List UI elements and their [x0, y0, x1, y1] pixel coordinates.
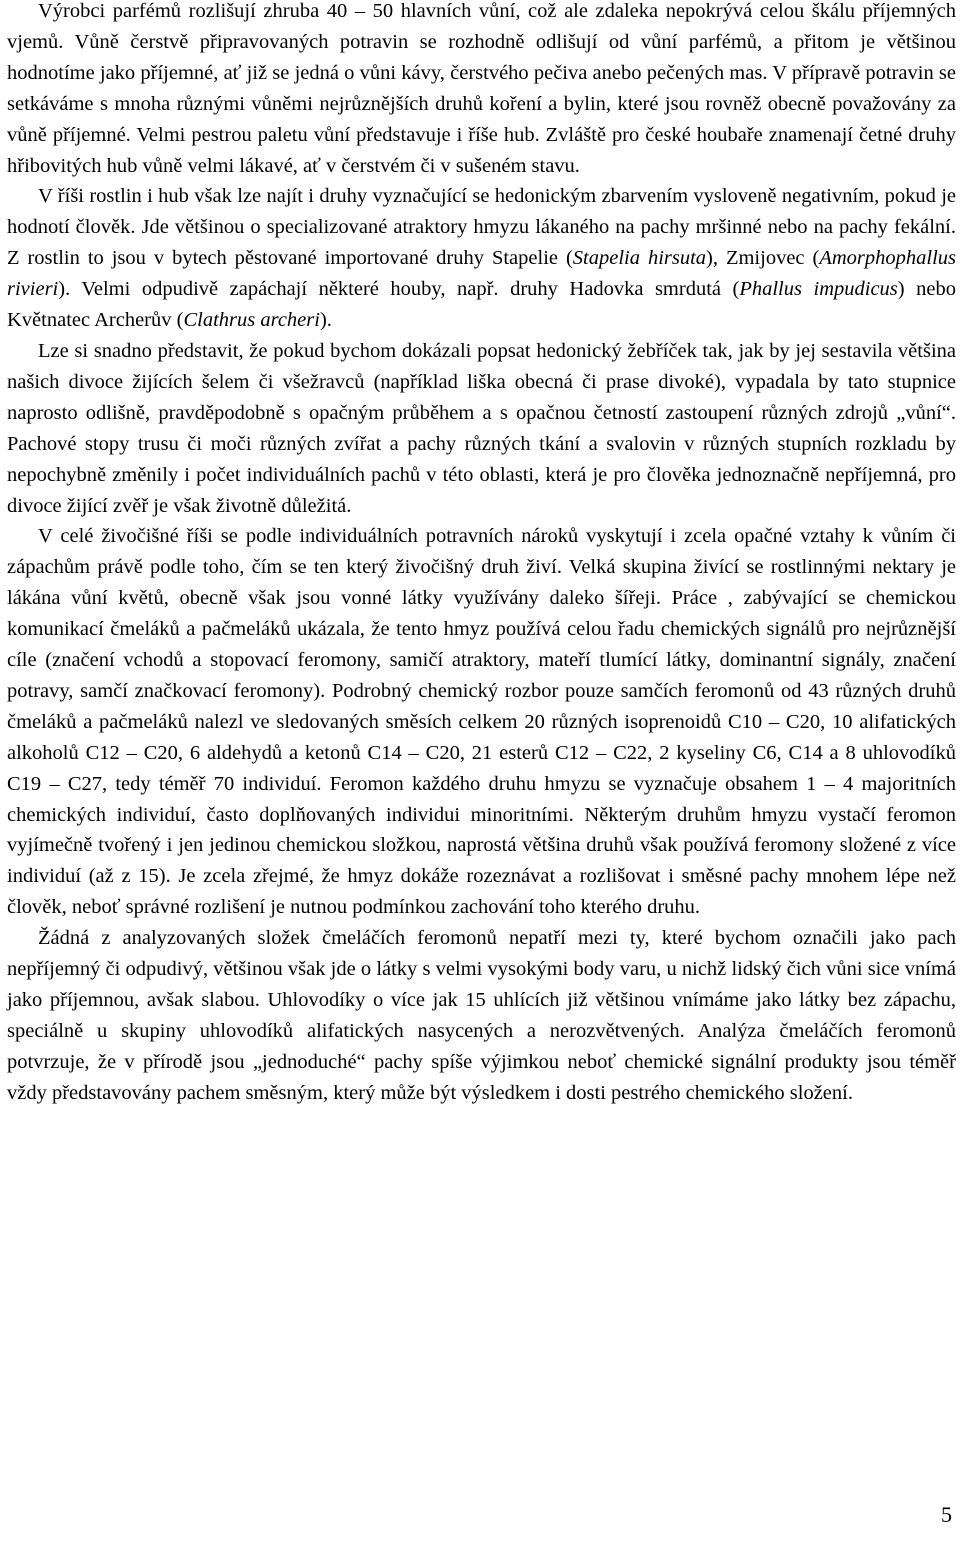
text-run: ).	[319, 309, 332, 332]
species-name: Clathrus archeri	[183, 309, 320, 332]
paragraph-5	[7, 923, 956, 1108]
text-run: ), Zmijovec (	[706, 247, 820, 270]
text-run: Výrobci parfémů rozlišují zhruba 40 – 50 hlavních vůní, což ale zdaleka nepokrývá celou škálu příjemných vjemů. Vůně čerstvě připravovaných potravin se rozhodně odlišují od vůní parfémů, a přitom je většinou hodnotíme jako příjemné, ať již se jedná o vůni kávy, čerstvého pečiva anebo pečených mas. V přípravě potravin se setkáváme s mnoha různými vůněmi nejrůznějších druhů koření a bylin, které jsou rovněž obecně považovány za vůně příjemné. Velmi pestrou paletu vůní představuje i říše hub. Zvláště pro české houbaře znamenají četné druhy hřibovitých hub vůně velmi lákavé, ať v čerstvém či v sušeném stavu.	[7, 0, 956, 177]
document-page	[7, 0, 956, 1109]
species-name: Amorphophallus rivieri	[7, 247, 956, 301]
text-run: V říši rostlin i hub však lze najít i druhy vyznačující se hedonickým zbarvením vysloveně negativním, pokud je hodnotí člověk. Jde většinou o specializované atraktory hmyzu lákaného na pachy mršinné nebo na pachy fekální. Z rostlin to jsou v bytech pěstované importované druhy Stapelie (	[7, 185, 956, 270]
paragraph-2	[7, 181, 956, 336]
paragraph-3	[7, 336, 956, 521]
text-run: V celé živočišné říši se podle individuálních potravních nároků vyskytují i zcela opačné vztahy k vůním či zápachům právě podle toho, čím se ten který živočišný druh živí. Velká skupina živící se rostlinnými nektary je lákána vůní květů, obecně však jsou vonné látky využívány daleko šířeji. Práce , zabývající se chemickou komunikací čmeláků a pačmeláků ukázala, že tento hmyz používá celou řadu chemických signálů pro nejrůznější cíle (značení vchodů a stopovací feromony, samičí atraktory, mateří tlumící látky, dominantní signály, značení potravy, samčí značkovací feromony). Podrobný chemický rozbor pouze samčích feromonů od 43 různých druhů čmeláků a pačmeláků nalezl ve sledovaných směsích celkem 20 různých isoprenoidů C10 – C20, 10 alifatických alkoholů C12 – C20, 6 aldehydů a ketonů C14 – C20, 21 esterů C12 – C22, 2 kyseliny C6, C14 a 8 uhlovodíků C19 – C27, tedy téměř 70 individuí. Feromon každého druhu hmyzu se vyznačuje obsahem 1 – 4 majoritních chemických individuí, často doplňovaných individui minoritními. Některým druhům hmyzu vystačí feromon vyjímečně tvořený i jen jedinou chemickou složkou, naprostá většina druhů však používá feromony složené z více individuí (až z 15). Je zcela zřejmé, že hmyz dokáže rozeznávat a rozlišovat i směsné pachy mnohem lépe než člověk, neboť správné rozlišení je nutnou podmínkou zachování toho kterého druhu.	[7, 525, 956, 919]
text-run: Lze si snadno představit, že pokud bychom dokázali popsat hedonický žebříček tak, jak by jej sestavila většina našich divoce žijících šelem či všežravců (například liška obecná či prase divoké), vypadala by tato stupnice naprosto odlišně, pravděpodobně s opačným průběhem a s opačnou četností zastoupení různých zdrojů „vůní“. Pachové stopy trusu či moči různých zvířat a pachy různých tkání a svalovin v různých stupních rozkladu by nepochybně změnily i počet individuálních pachů v této oblasti, která je pro člověka jednoznačně nepříjemná, pro divoce žijící zvěř je však životně důležitá.	[7, 339, 956, 517]
text-run: ) nebo Květnatec Archerův (	[7, 278, 956, 332]
paragraph-1	[7, 0, 956, 181]
species-name: Phallus impudicus	[739, 278, 898, 301]
page-number: 5	[941, 1502, 952, 1527]
text-run: Žádná z analyzovaných složek čmeláčích feromonů nepatří mezi ty, které bychom označili jako pach nepříjemný či odpudivý, většinou však jde o látky s velmi vysokými body varu, u nichž lidský čich vůni sice vnímá jako příjemnou, avšak slabou. Uhlovodíky o více jak 15 uhlících již většinou vnímáme jako látky bez zápachu, speciálně u skupiny uhlovodíků alifatických nasycených a nerozvětvených. Analýza čmeláčích feromonů potvrzuje, že v přírodě jsou „jednoduché“ pachy spíše výjimkou neboť chemické signální produkty jsou téměř vždy představovány pachem směsným, který může být výsledkem i dosti pestrého chemického složení.	[7, 927, 956, 1104]
text-run: ). Velmi odpudivě zapáchají některé houby, např. druhy Hadovka smrdutá (	[58, 278, 740, 301]
species-name: Stapelia hirsuta	[572, 247, 707, 270]
paragraph-4	[7, 521, 956, 923]
